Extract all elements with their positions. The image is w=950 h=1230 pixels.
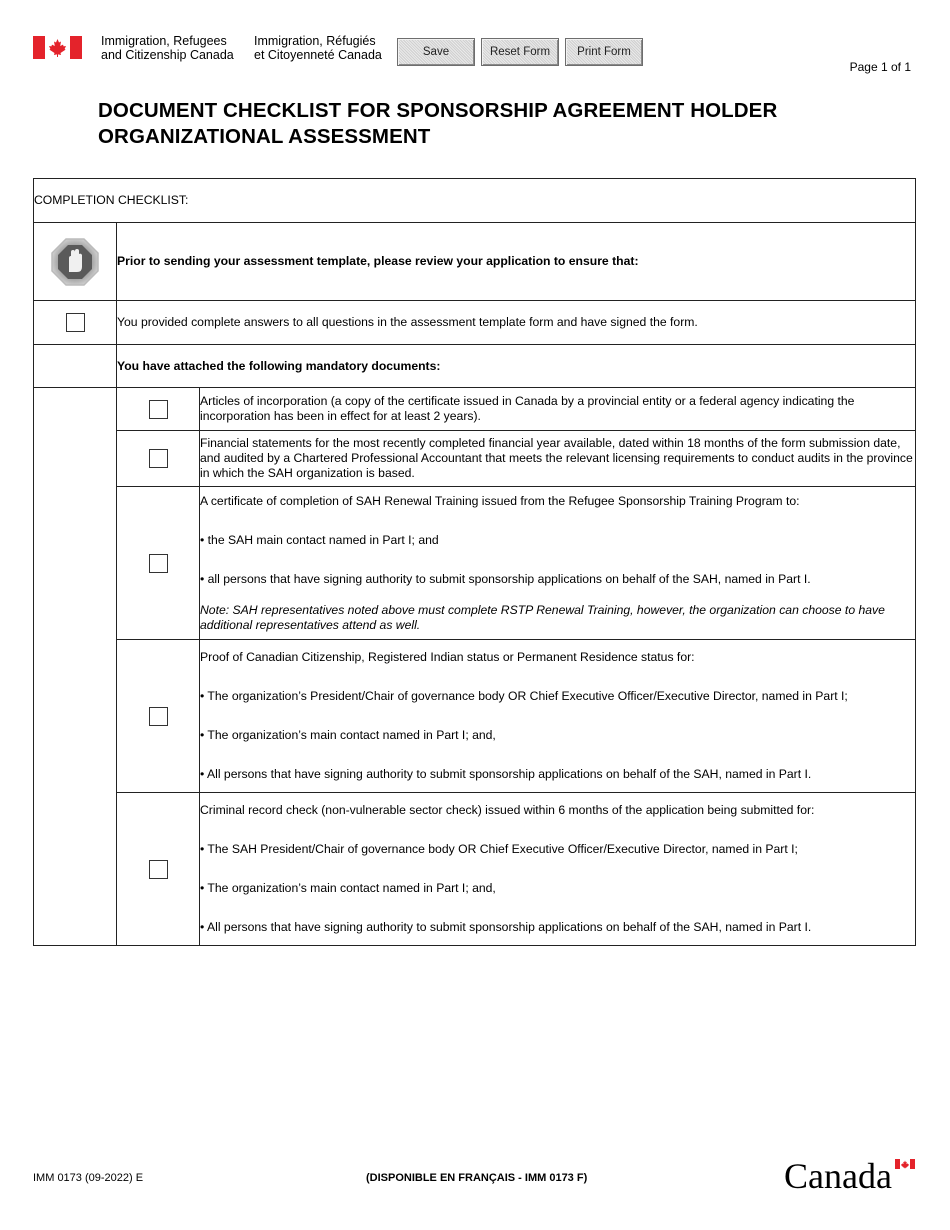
item-text: Proof of Canadian Citizenship, Registered Indian status or Permanent Residence status for: [200,650,695,664]
checklist-heading-row [34,179,916,223]
item-text: Articles of incorporation (a copy of the certificate issued in Canada by a provincial entity or a federal agency indicating the incorporation has been in effect for at least 2 years). [200,388,916,431]
title-line1: DOCUMENT CHECKLIST FOR SPONSORSHIP AGREEMENT HOLDER [98,99,778,122]
complete-answers-row [34,301,916,345]
dept-en-line2: and Citizenship Canada [101,48,234,62]
item-bullet: • The organization’s President/Chair of governance body OR Chief Executive Officer/Executive Director, named in Part I; [200,689,848,703]
checkbox-cell [117,431,200,487]
stop-hand-icon [49,236,101,288]
checkbox-cell [117,793,200,946]
list-item [34,431,916,487]
criminal-record-checkbox[interactable] [149,860,168,879]
dept-fr-line1: Immigration, Réfugiés [254,34,376,48]
list-item [34,487,916,640]
checkbox-cell [117,388,200,431]
item-text: A certificate of completion of SAH Renewal Training issued from the Refugee Sponsorship Training Program to: [200,493,800,508]
print-form-button[interactable]: Print Form [565,38,643,66]
complete-answers-text: You provided complete answers to all questions in the assessment template form and have signed the form. [117,301,916,345]
empty-cell [34,345,117,388]
page-title [98,98,858,150]
item-bullet: • The SAH President/Chair of governance body OR Chief Executive Officer/Executive Director, named in Part I; [200,842,798,856]
prior-text: Prior to sending your assessment template, please review your application to ensure that: [117,223,916,301]
list-item [34,793,916,946]
french-version-note: (DISPONIBLE EN FRANÇAIS - IMM 0173 F) [366,1172,588,1184]
item-bullet: • the SAH main contact named in Part I; and [200,532,439,547]
list-item [34,388,916,431]
list-item [34,640,916,793]
complete-answers-cell [34,301,117,345]
citizenship-proof-checkbox[interactable] [149,707,168,726]
item-text-block [200,640,916,793]
dept-fr-line2: et Citoyenneté Canada [254,48,382,62]
item-bullet: • All persons that have signing authority to submit sponsorship applications on behalf of the SAH, named in Part I. [200,767,812,781]
canada-flag-icon [33,36,82,59]
prior-row [34,223,916,301]
attached-heading: You have attached the following mandatory documents: [117,345,916,388]
item-bullet: • All persons that have signing authority to submit sponsorship applications on behalf of the SAH, named in Part I. [200,920,812,934]
checklist-heading: COMPLETION CHECKLIST: [34,179,916,223]
financial-statements-checkbox[interactable] [149,449,168,468]
title-line2: ORGANIZATIONAL ASSESSMENT [98,125,431,148]
item-text: Criminal record check (non-vulnerable sector check) issued within 6 months of the application being submitted for: [200,803,815,817]
articles-checkbox[interactable] [149,400,168,419]
item-bullet: • The organization’s main contact named in Part I; and, [200,881,496,895]
item-text: Financial statements for the most recently completed financial year available, dated within 18 months of the form submission date, and audited by a Chartered Professional Accountant that meets the relevant licensing requirements to conduct audits in the province in which the SAH organization is based. [200,431,916,487]
canada-wordmark: Canada [784,1156,892,1196]
save-button[interactable]: Save [397,38,475,66]
completion-checklist-table [33,178,916,946]
attached-heading-row [34,345,916,388]
dept-en-line1: Immigration, Refugees [101,34,227,48]
page-indicator: Page 1 of 1 [849,60,911,74]
item-note: Note: SAH representatives noted above must complete RSTP Renewal Training, however, the organization can choose to have additional representatives attend as well. [200,602,885,632]
department-name-french [254,34,382,62]
training-certificate-checkbox[interactable] [149,554,168,573]
item-bullet: • The organization’s main contact named in Part I; and, [200,728,496,742]
form-code: IMM 0173 (09-2022) E [33,1172,144,1184]
department-name-english [101,34,234,62]
indent-cell [34,388,117,946]
wordmark-flag-icon [895,1159,915,1169]
item-bullet: • all persons that have signing authority to submit sponsorship applications on behalf of the SAH, named in Part I. [200,571,811,586]
checkbox-cell [117,640,200,793]
item-text-block [200,793,916,946]
checkbox-cell [117,487,200,640]
complete-answers-checkbox[interactable] [66,313,85,332]
item-text-block [200,487,916,640]
stop-cell [34,223,117,301]
reset-form-button[interactable]: Reset Form [481,38,559,66]
